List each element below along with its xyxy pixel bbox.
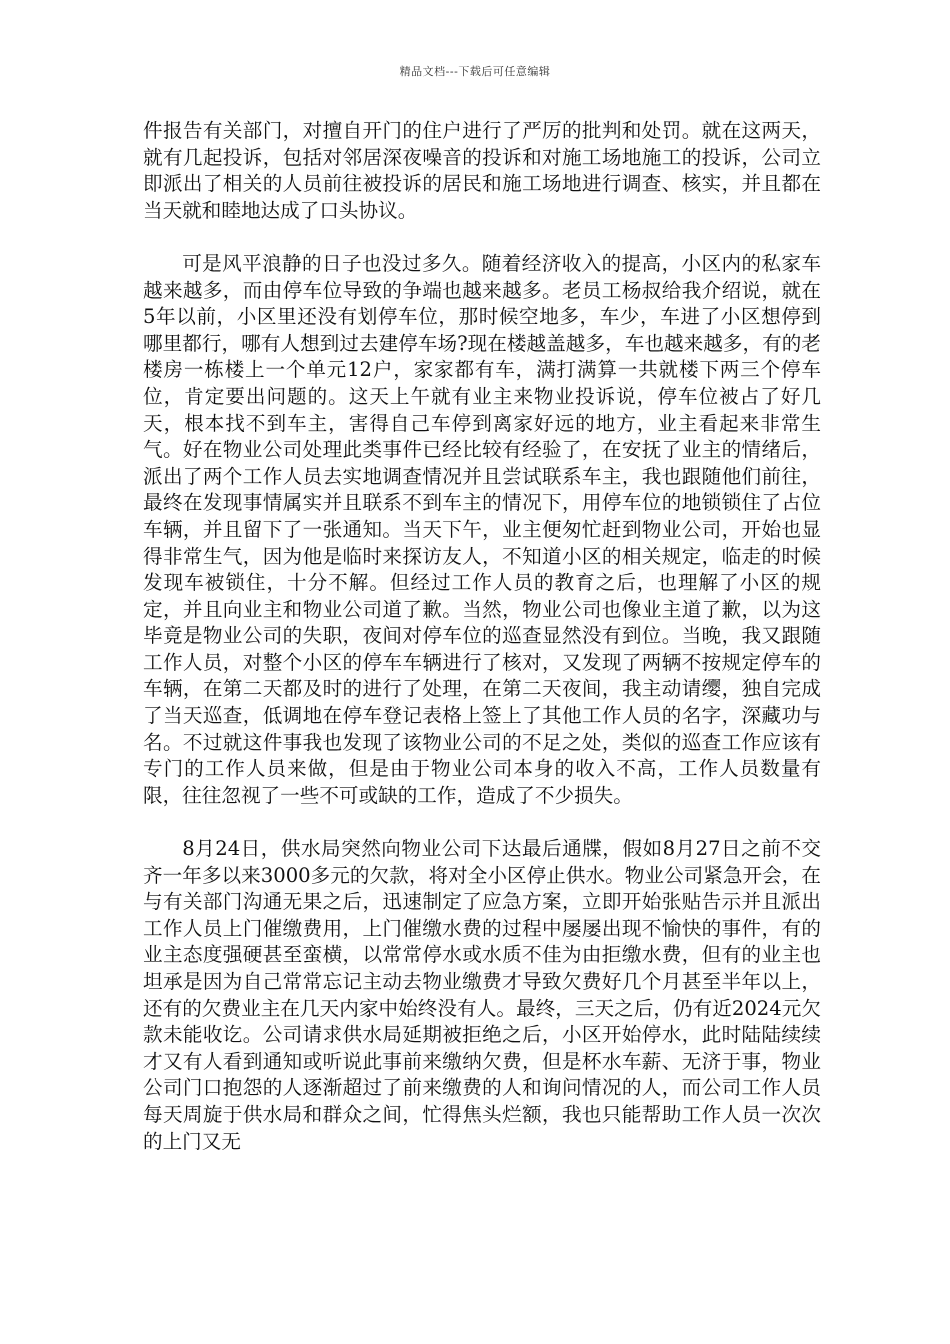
paragraph-gap (143, 224, 821, 251)
page-header: 精品文档---下载后可任意编辑 (399, 65, 551, 78)
paragraph-gap (143, 809, 821, 836)
paragraph-2: 可是风平浪静的日子也没过多久。随着经济收入的提高，小区内的私家车越来越多，而由停车位导致的争端也越来越多。老员工杨叔给我介绍说，就在5年以前，小区里还没有划停车位，那时候空地多，车少，车进了小区想停到哪里都行，哪有人想到过去建停车场?现在楼越盖越多，车也越来越多，有的老楼房一栋楼上一个单元12户，家家都有车，满打满算一共就楼下两三个停车位，肯定要出问题的。这天上午就有业主来物业投诉说，停车位被占了好几天，根本找不到车主，害得自己车停到离家好远的地方，业主看起来非常生气。好在物业公司处理此类事件已经比较有经验了，在安抚了业主的情绪后，派出了两个工作人员去实地调查情况并且尝试联系车主，我也跟随他们前往，最终在发现事情属实并且联系不到车主的情况下，用停车位的地锁锁住了占位车辆，并且留下了一张通知。当天下午，业主便匆忙赶到物业公司，开始也显得非常生气，因为他是临时来探访友人，不知道小区的相关规定，临走的时候发现车被锁住，十分不解。但经过工作人员的教育之后，也理解了小区的规定，并且向业主和物业公司道了歉。当然，物业公司也像业主道了歉，以为这毕竟是物业公司的失职，夜间对停车位的巡查显然没有到位。当晚，我又跟随工作人员，对整个小区的停车车辆进行了核对，又发现了两辆不按规定停车的车辆，在第二天都及时的进行了处理，在第二天夜间，我主动请缨，独自完成了当天巡查，低调地在停车登记表格上签上了其他工作人员的名字，深藏功与名。不过就这件事我也发现了该物业公司的不足之处，类似的巡查工作应该有专门的工作人员来做，但是由于物业公司本身的收入不高，工作人员数量有限，往往忽视了一些不可或缺的工作，造成了不少损失。 (143, 251, 821, 807)
paragraph-1: 件报告有关部门，对擅自开门的住户进行了严厉的批判和处罚。就在这两天，就有几起投诉，包括对邻居深夜噪音的投诉和对施工场地施工的投诉，公司立即派出了相关的人员前往被投诉的居民和施工场地进行调查、核实，并且都在当天就和睦地达成了口头协议。 (143, 119, 821, 222)
document-body (143, 118, 821, 1155)
paragraph-3: 8月24日，供水局突然向物业公司下达最后通牒，假如8月27日之前不交齐一年多以来3000多元的欠款，将对全小区停止供水。物业公司紧急开会，在与有关部门沟通无果之后，迅速制定了应急方案，立即开始张贴告示并且派出工作人员上门催缴费用，上门催缴水费的过程中屡屡出现不愉快的事件，有的业主态度强硬甚至蛮横，以常常停水或水质不佳为由拒缴水费，但有的业主也坦承是因为自己常常忘记主动去物业缴费才导致欠费好几个月甚至半年以上，还有的欠费业主在几天内家中始终没有人。最终，三天之后，仍有近2024元欠款未能收讫。公司请求供水局延期被拒绝之后，小区开始停水，此时陆陆续续才又有人看到通知或听说此事前来缴纳欠费，但是杯水车薪、无济于事，物业公司门口抱怨的人逐渐超过了前来缴费的人和询问情况的人，而公司工作人员每天周旋于供水局和群众之间，忙得焦头烂额，我也只能帮助工作人员一次次的上门又无 (143, 837, 821, 1153)
